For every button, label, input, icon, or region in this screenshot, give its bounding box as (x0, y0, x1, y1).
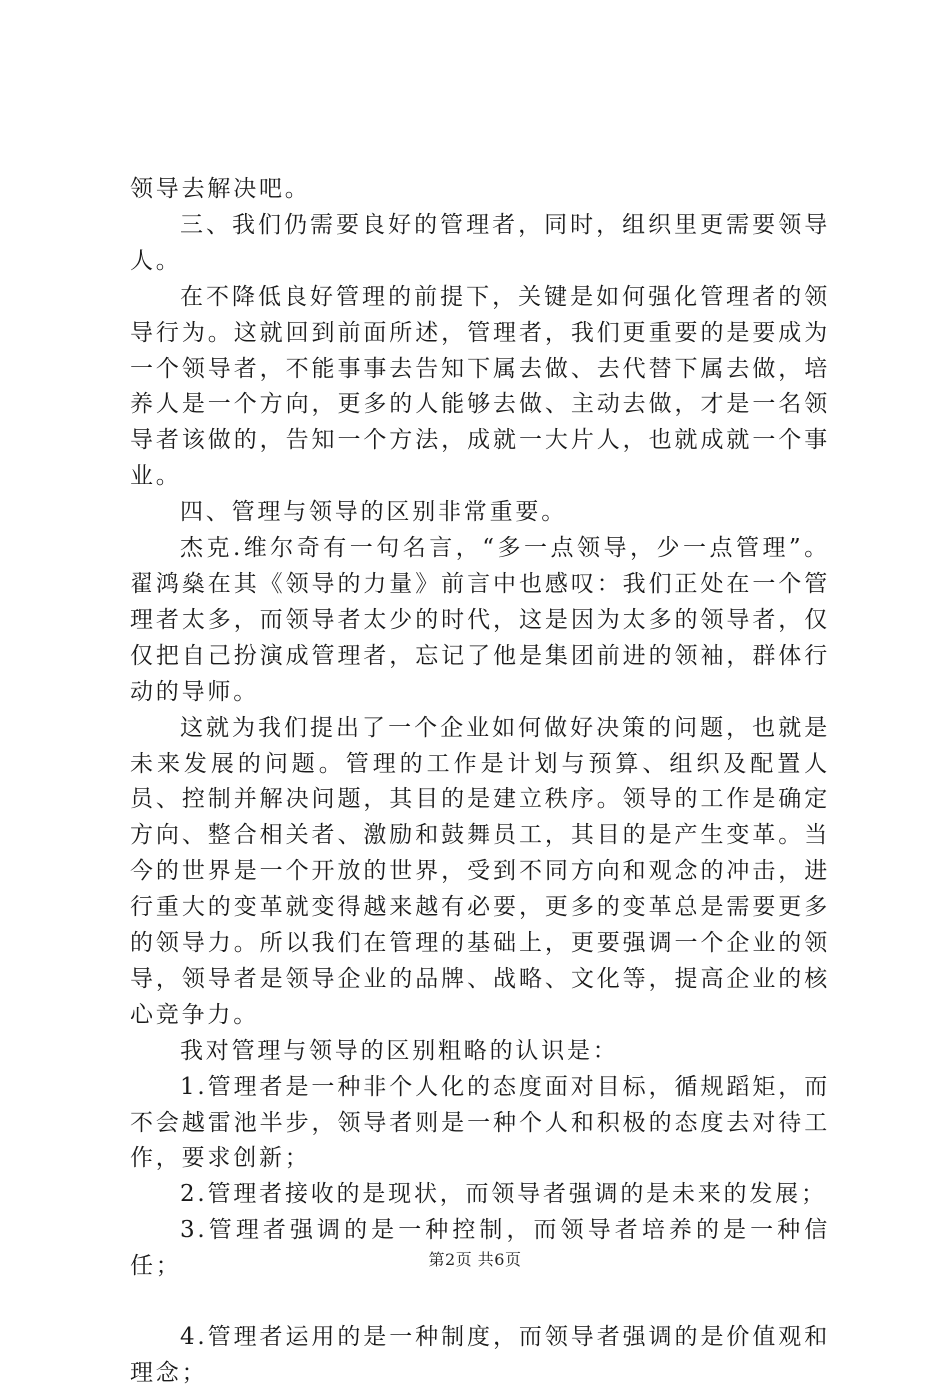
list-item-1: 1.管理者是一种非个人化的态度面对目标，循规蹈矩，而不会越雷池半步，领导者则是一种个人和积极的态度去对待工作，要求创新； (130, 1073, 830, 1172)
page-number-label: 第2页 共6页 (428, 1250, 522, 1269)
paragraph-continuation: 领导去解决吧。 (130, 176, 311, 202)
document-body (130, 172, 830, 1392)
paragraph-point-four: 四、管理与领导的区别非常重要。 (180, 499, 567, 526)
paragraph-leadership-behavior: 在不降低良好管理的前提下，关键是如何强化管理者的领导行为。这就回到前面所述，管理者，我们更重要的是要成为一个领导者，不能事事去告知下属去做、去代替下属去做，培养人是一个方向，更多的人能够去做、主动去做，才是一名领导者该做的，告知一个方法，成就一大片人，也就成就一个事业。 (130, 283, 830, 490)
paragraph-my-understanding: 我对管理与领导的区别粗略的认识是： (180, 1037, 619, 1064)
paragraph-jack-welch-quote: 杰克.维尔奇有一句名言，“多一点领导，少一点管理”。翟鸿燊在其《领导的力量》前言中也感叹：我们正处在一个管理者太多，而领导者太少的时代，这是因为太多的领导者，仅仅把自己扮演成管理者，忘记了他是集团前进的领袖，群体行动的导师。 (130, 535, 830, 705)
paragraph-decision-making: 这就为我们提出了一个企业如何做好决策的问题，也就是未来发展的问题。管理的工作是计划与预算、组织及配置人员、控制并解决问题，其目的是建立秩序。领导的工作是确定方向、整合相关者、激励和鼓舞员工，其目的是产生变革。当今的世界是一个开放的世界，受到不同方向和观念的冲击，进行重大的变革就变得越来越有必要，更多的变革总是需要更多的领导力。所以我们在管理的基础上，更要强调一个企业的领导，领导者是领导企业的品牌、战略、文化等，提高企业的核心竞争力。 (130, 714, 830, 1028)
paragraph-point-three: 三、我们仍需要良好的管理者，同时，组织里更需要领导人。 (130, 211, 830, 274)
list-item-2: 2.管理者接收的是现状，而领导者强调的是未来的发展； (180, 1181, 827, 1208)
page-footer (0, 1247, 950, 1270)
list-item-4: 4.管理者运用的是一种制度，而领导者强调的是价值观和理念； (130, 1324, 830, 1386)
list-item-3: 3.管理者强调的是一种控制，而领导者培养的是一种信任； (130, 1217, 830, 1280)
